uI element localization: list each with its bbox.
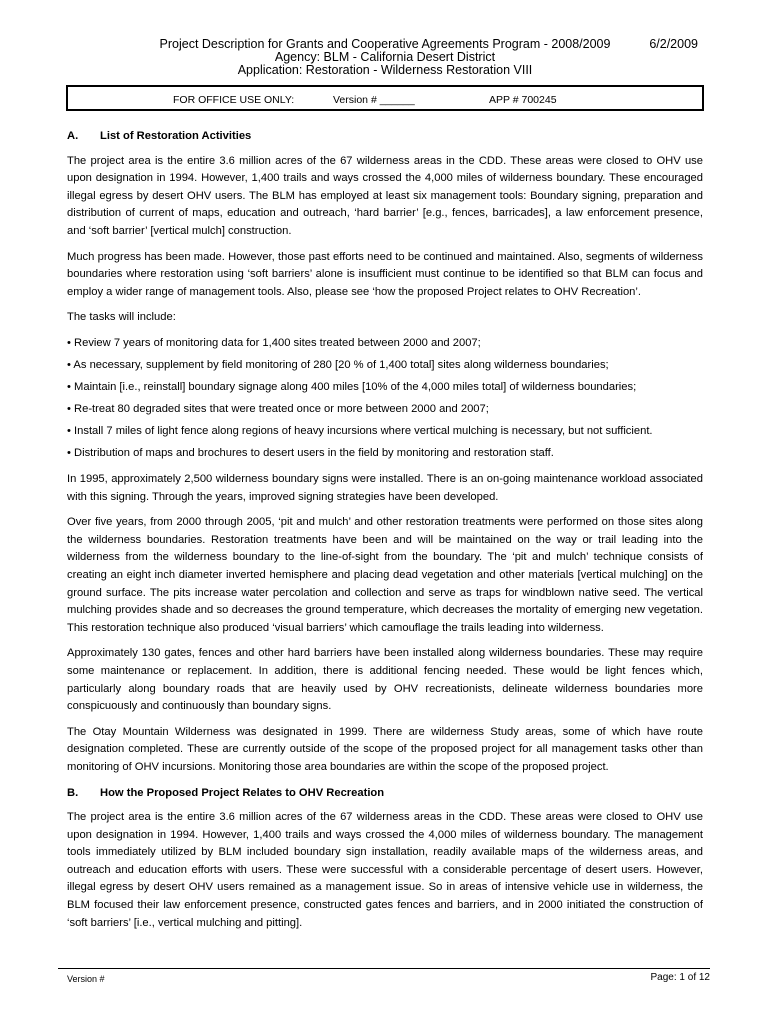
office-use-box [66, 85, 704, 111]
task-item: • Distribution of maps and brochures to desert users in the field by monitoring and restoration staff. [67, 447, 554, 460]
section-a-paragraph: The Otay Mountain Wilderness was designated in 1999. There are wilderness Study areas, some of which have route designation completed. These are currently outside of the scope of the proposed project for all management tasks other than monitoring of OHV incursions. Monitoring those area boundaries are within the scope of the proposed project. [67, 725, 703, 773]
header-program-title: Project Description for Grants and Cooperative Agreements Program - 2008/2009 [159, 37, 611, 51]
office-version-field: Version # ______ [333, 94, 415, 106]
section-b-number: B. [67, 786, 79, 799]
footer-page-number: Page: 1 of 12 [650, 972, 710, 983]
task-item: • Review 7 years of monitoring data for 1,400 sites treated between 2000 and 2007; [67, 336, 481, 349]
section-a-heading [67, 128, 703, 146]
task-item: • Install 7 miles of light fence along regions of heavy incursions where vertical mulching is necessary, but not sufficient. [67, 425, 653, 438]
section-b-title: How the Proposed Project Relates to OHV Recreation [100, 786, 385, 799]
header-date: 6/2/2009 [649, 37, 698, 51]
footer-version: Version # [67, 974, 105, 984]
document-body [67, 128, 703, 940]
task-item: • Maintain [i.e., reinstall] boundary signage along 400 miles [10% of the 4,000 miles total] of wilderness boundaries; [67, 381, 637, 394]
document-header [0, 38, 770, 77]
office-app-number: APP # 700245 [489, 94, 557, 106]
task-item: • Re-treat 80 degraded sites that were treated once or more between 2000 and 2007; [67, 403, 489, 416]
section-a-title: List of Restoration Activities [100, 130, 252, 142]
header-application: Application: Restoration - Wilderness Restoration VIII [237, 63, 533, 77]
header-title-row [0, 38, 770, 51]
task-item: • As necessary, supplement by field monitoring of 280 [20 % of 1,400 total] sites along wilderness boundaries; [67, 359, 609, 372]
tasks-intro: The tasks will include: [67, 311, 176, 324]
office-use-label: FOR OFFICE USE ONLY: [173, 94, 295, 106]
section-a-paragraph: Over five years, from 2000 through 2005, ‘pit and mulch’ and other restoration treatments were performed on those sites along the wilderness boundaries. Restoration treatments have been and will be maintained on the way or trail leading into the wilderness from the wilderness boundary to the line-of-sight from the boundary. The ‘pit and mulch’ technique consists of creating an eight inch diameter inverted hemisphere and placing dead vegetation and other materials [vertical mulching] on the ground surface. The pits increase water percolation and collection and serve as traps for windblown native seed. The vertical mulching provides shade and so decreases the ground temperature, which decreases the mortality of emerging new vegetation. This restoration technique also produced ‘visual barriers’ which camouflage the trails leading into wilderness. [67, 516, 703, 634]
section-a-paragraph: Approximately 130 gates, fences and other hard barriers have been installed along wilderness boundaries. These may require some maintenance or replacement. In addition, there is additional fencing needed. These would be light fences which, particularly along boundary roads that are heavily used by OHV recreationists, delineate wilderness boundaries more conspicuously and continuously than boundary signs. [67, 647, 703, 713]
footer-divider [58, 968, 710, 969]
section-a-number: A. [67, 130, 79, 142]
section-a-paragraph: Much progress has been made. However, those past efforts need to be continued and maintained. Also, segments of wilderness boundaries where restoration using ‘soft barriers’ alone is insufficient must continue to be identified so that BLM can focus and employ a wider range of management tools. Also, please see ‘how the proposed Project relates to OHV Recreation’. [67, 250, 703, 298]
section-b-heading [67, 785, 703, 803]
section-a-paragraph: The project area is the entire 3.6 million acres of the 67 wilderness areas in the CDD. These areas were closed to OHV use upon designation in 1994. However, 1,400 trails and ways crossed the 4,000 miles of wilderness boundary. These encouraged illegal egress by desert OHV users. The BLM has employed at least six management tools: Boundary signing, preparation and distribution of current of maps, education and outreach, ‘hard barrier’ [e.g., fences, barricades], a law enforcement presence, and ‘soft barrier’ [vertical mulch] construction. [67, 154, 703, 237]
header-agency: Agency: BLM - California Desert District [274, 50, 496, 64]
section-a-paragraph: In 1995, approximately 2,500 wilderness boundary signs were installed. There is an on-going maintenance workload associated with this signing. Through the years, improved signing strategies have been developed. [67, 473, 703, 503]
section-b-paragraph: The project area is the entire 3.6 million acres of the 67 wilderness areas in the CDD. These areas were closed to OHV use upon designation in 1994. However, 1,400 trails and ways crossed the 4,000 miles of wilderness boundary. The management tools immediately utilized by BLM included boundary sign installation, readily available maps of the wilderness areas, and outreach and education efforts with users. These were successful with a considerable percentage of desert users. However, illegal egress by desert OHV users remained as a management issue. So in areas of intensive vehicle use in wilderness, the BLM focused their law enforcement presence, constructed gates fences and barriers, and in 2000 initiated the construction of ‘soft barriers’ [i.e., vertical mulching and pitting]. [67, 811, 703, 929]
